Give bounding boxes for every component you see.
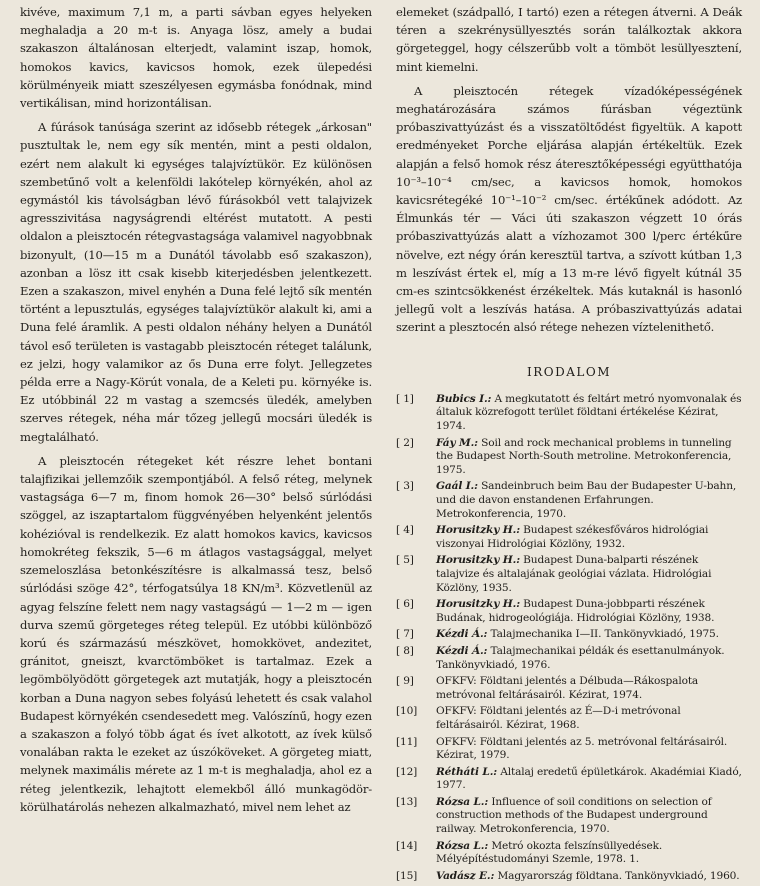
reference-item (396, 870, 742, 884)
reference-text: OFKFV: Földtani jelentés a Délbuda—Rákospalota metróvonal feltárásairól. Kézirat, 1974. (436, 675, 699, 701)
reference-item (396, 796, 742, 837)
reference-text: Metró okozta felszínsüllyedések. Mélyépítéstudományi Szemle, 1978. 1. (436, 839, 663, 866)
references-heading: IRODALOM (527, 364, 611, 379)
paragraph: A fúrások tanúsága szerint az idősebb rétegek „árkosan" pusztultak le, nem egy sík mentén, mint a pesti oldalon, ezért nem alakult ki egységes talajvíztükör. Ez különösen szembetűnő volt a kelenföldi lakótelep környékén, ahol az egymástól kis távolságban lévő fúrásokból vett talajvizek agresszivitása nagyságrendi eltérést mutatott. A pesti oldalon a pleisztocén rétegvastagsága valamivel nagyobbnak bizonyult, (10—15 m a Dunától távolabb eső szakaszon), azonban a lösz itt csak kisebb kiterjedésben jelentkezett. Ezen a szakaszon, mivel enyhén a Duna felé lejtő sík mentén történt a lepusztulás, egységes talajvíztükör alakult ki, ami a Duna felé áramlik. A pesti oldalon néhány helyen a Dunától távol eső területen is vastagabb pleisztocén réteget találunk, ez jelzi, hogy valamikor az ős Duna erre folyt. Jellegzetes példa erre a Nagy-Körút vonala, de a Keleti pu. környéke is. Ez utóbbinál 22 m vastag a szemcsés üledék, amelyben szerves rétegek, néha már tőzeg jellegű mocsári üledék is megtalálható. (20, 120, 372, 444)
paragraph: A pleisztocén rétegek vízadóképességének meghatározására számos fúrásban végeztünk próbaszivattyúzást és a visszatöltődést figyeltük. A kapott eredményeket Porche eljárása alapján értékeltük. Ezek alapján a felső homok rész áteresztőképességi együtthatója 10⁻³–10⁻⁴ cm/sec, a kavicsos homok, homokos kavicsrétegéké 10⁻¹–10⁻² cm/sec. értékűnek adódott. Az Élmunkás tér — Váci úti szakaszon végzett 10 órás próbaszivattyúzás alatt a vízhozamot 300 l/perc értékűre növelve, ezt négy órán keresztül tartva, a szívott kútban 1,3 m leszívást értek el, míg a 13 m-re lévő figyelt kútnál 35 cm-es szintcsökkenést érzékeltek. Más kutaknál is hasonló jellegű volt a leszívás hatása. A próbaszivattyúzás adatai szerint a plesztocén alsó rétege nehezen víztelenithető. (396, 83, 742, 335)
reference-text: OFKFV: Földtani jelentés az É—D-i metróvonal feltárásairól. Kézirat, 1968. (436, 705, 681, 731)
reference-number: [11] (396, 735, 418, 748)
reference-author: Kézdi Á.: (436, 628, 488, 641)
reference-author: Rétháti L.: (436, 765, 498, 778)
reference-text: Altalaj eredetű épületkárok. Akadémiai Kiadó, 1977. (436, 765, 742, 792)
reference-author: Bubics I.: (436, 392, 492, 405)
reference-number: [ 8] (396, 644, 414, 657)
reference-author: Rózsa L.: (436, 839, 489, 852)
reference-text: Budapest Duna-jobbparti részének Budának, hidrogeológiája. Hidrológiai Közlöny, 1938. (436, 598, 715, 624)
reference-item (396, 598, 742, 625)
reference-number: [ 3] (396, 480, 414, 493)
reference-number: [ 9] (396, 675, 414, 688)
reference-text: A megkutatott és feltárt metró nyomvonalak és általuk közrefogott terület földtani értékelése Kézirat, 1974. (436, 392, 742, 433)
reference-text: Talajmechanika I—II. Tankönyvkiadó, 1975. (490, 628, 719, 641)
reference-text: Talajmechanikai példák és esettanulmányok. Tankönyvkiadó, 1976. (436, 644, 725, 671)
reference-author: Horusitzky H.: (436, 524, 520, 537)
reference-text: Soil and rock mechanical problems in tunneling the Budapest North-South metroline. Metrokonferencia, 1975. (436, 436, 732, 476)
reference-number: [14] (396, 839, 418, 852)
reference-item (396, 437, 742, 478)
paragraph: elemeket (szádpalló, I tartó) ezen a rétegen átverni. A Deák téren a szekrénysüllyesztés során találkoztak akkora görgeteggel, hogy célszerűbb volt a tömböt lesüllyesztení, mint kiemelni. (396, 5, 742, 74)
reference-number: [ 2] (396, 436, 414, 449)
reference-item (396, 766, 742, 793)
reference-number: [13] (396, 795, 418, 808)
reference-number: [ 7] (396, 628, 414, 641)
reference-item (396, 705, 742, 732)
reference-number: [ 5] (396, 554, 414, 567)
reference-number: [15] (396, 869, 418, 882)
reference-item (396, 628, 742, 642)
reference-item (396, 480, 742, 521)
reference-number: [ 1] (396, 392, 414, 405)
reference-number: [10] (396, 705, 418, 718)
reference-author: Kézdi Á.: (436, 644, 488, 657)
reference-item (396, 736, 742, 763)
reference-item (396, 554, 742, 595)
reference-item (396, 675, 742, 702)
reference-item (396, 840, 742, 867)
reference-text: Sandeinbruch beim Bau der Budapester U-bahn, und die davon enstandenen Erfahrungen. Metrokonferencia, 1970. (436, 480, 737, 520)
reference-author: Fáy M.: (436, 436, 478, 449)
reference-text: Magyarország földtana. Tankönyvkiadó, 1960. (497, 869, 740, 882)
reference-list (396, 393, 742, 884)
reference-author: Gaál I.: (436, 480, 478, 493)
reference-text: Influence of soil conditions on selection of construction methods of the Budapest underground railway. Metrokonferencia, 1970. (436, 795, 712, 836)
reference-number: [12] (396, 765, 418, 778)
paragraph: kivéve, maximum 7,1 m, a parti sávban egyes helyeken meghaladja a 20 m-t is. Anyaga lösz, amely a budai szakaszon általánosan elterjedt, valamint iszap, homok, homokos kavics, kavicsos homok, ezek ülepedési körülményeik miatt szeszélyesen egymásba fonódnak, mind vertikálisan, mind horizontálisan. (20, 5, 372, 111)
reference-text: OFKFV: Földtani jelentés az 5. metróvonal feltárásairól. Kézirat, 1979. (436, 735, 728, 762)
reference-author: Rózsa L.: (436, 795, 489, 808)
paragraph: A pleisztocén rétegeket két részre lehet bontani talajfizikai jellemzőik szempontjából. A felső réteg, melynek vastagsága 6—7 m, finom homok 26—30° belső súrlódási szöggel, az iszaptartalom függvényében helyenként jelentős kohézióval is rendelkezik. Ez alatt homokos kavics, kavicsos homokréteg fekszik, 5—6 m átlagos vastagsággal, melyet szemeloszlása betonkészítésre is alkalmassá tesz, belső súrlódási szöge 42°, térfogatsúlya 18 KN/m³. Közvetlenül az agyag felszíne felett nem nagy vastagságú — 1—2 m — igen durva szemű görgeteges réteg települ. Ez utóbbi különböző korú és származású mészkövet, homokkövet, andezitet, gránitot, gneiszt, kvarctömböket is tartalmaz. Ezek a legömbölyödött görgetegek azt mutatják, hogy a pleisztocén korban a Duna nagyon sebes folyású lehetett és csak valahol Budapest környékén csendesedett meg. Valószínű, hogy ezen a szakaszon a folyó több ágat és ívet alkotott, az ívek külső vonalában rakta le ezeket az úszóköveket. A görgeteg miatt, melynek maximális mérete az 1 m-t is meghaladja, ahol ez a réteg jelentkezik, lehajtott elemekből álló munkagödör-körülhatárolás nehezen alkalmazható, mivel nem lehet az (20, 453, 372, 814)
reference-item (396, 524, 742, 551)
reference-author: Horusitzky H.: (436, 554, 520, 567)
reference-text: Budapest Duna-balparti részének talajvize és altalajának geológiai vázlata. Hidrológiai Közlöny, 1935. (436, 554, 712, 594)
right-column (396, 3, 742, 886)
left-column (20, 3, 372, 822)
reference-author: Vadász E.: (436, 869, 495, 882)
reference-number: [ 4] (396, 524, 414, 537)
reference-text: Budapest székesfőváros hidrológiai viszonyai Hidrológiai Közlöny, 1932. (436, 524, 709, 550)
reference-number: [ 6] (396, 598, 414, 611)
reference-author: Horusitzky H.: (436, 598, 520, 611)
reference-item (396, 393, 742, 434)
reference-item (396, 645, 742, 672)
